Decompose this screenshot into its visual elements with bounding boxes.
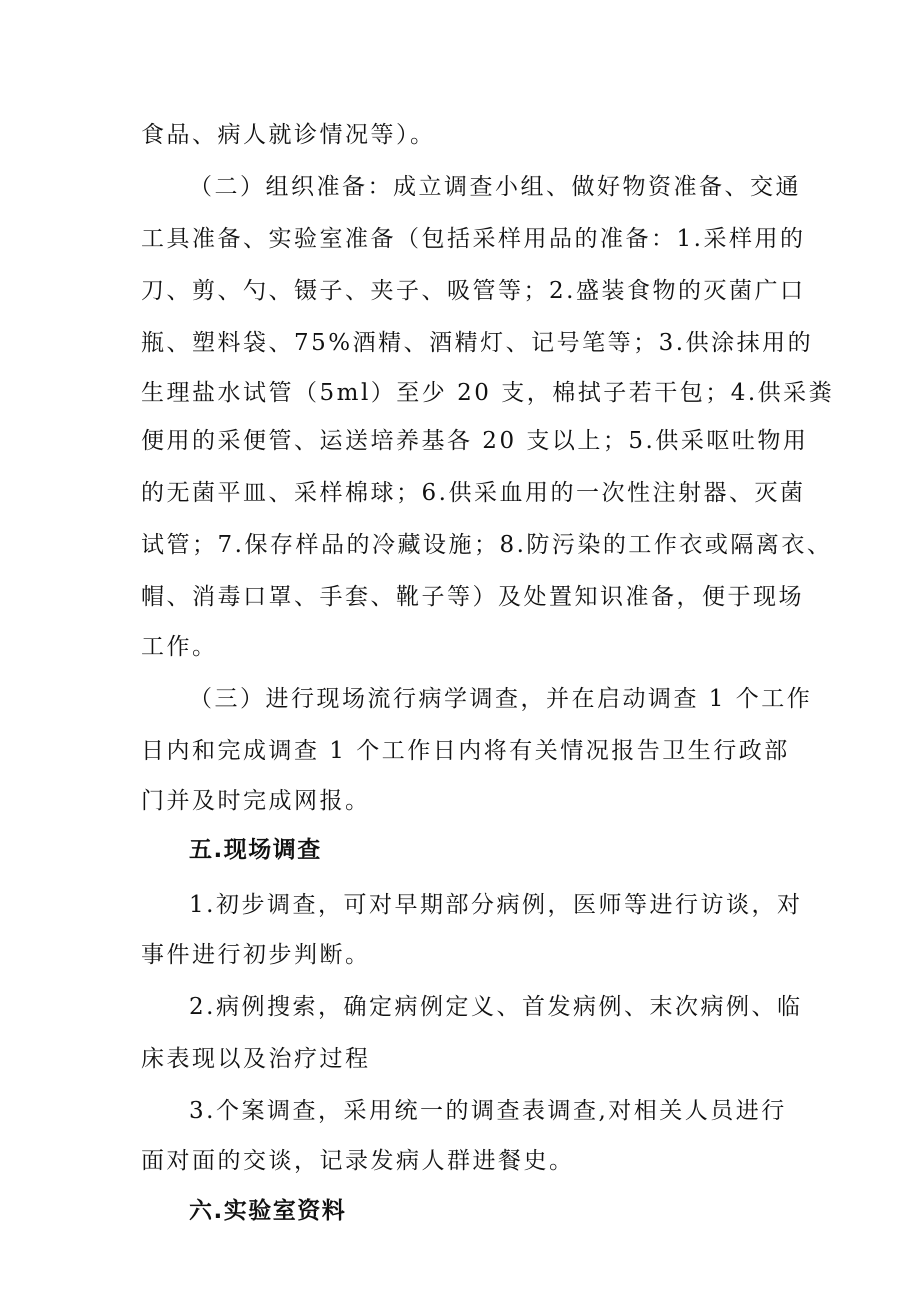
paragraph-line: 刀、剪、勺、镊子、夹子、吸管等；2.盛装食物的灭菌广口 — [141, 278, 806, 304]
paragraph-line: 食品、病人就诊情况等）。 — [141, 122, 436, 148]
paragraph-line: 2.病例搜索，确定病例定义、首发病例、末次病例、临 — [189, 994, 803, 1020]
paragraph-line: 日内和完成调查 1 个工作日内将有关情况报告卫生行政部 — [141, 738, 790, 764]
paragraph-line: 工作。 — [141, 634, 218, 660]
paragraph-line: 床表现以及治疗过程 — [141, 1046, 371, 1072]
paragraph-line: 事件进行初步判断。 — [141, 942, 371, 968]
paragraph-line: 试管；7.保存样品的冷藏设施；8.防污染的工作衣或隔离衣、 — [141, 532, 833, 558]
paragraph-line: 1.初步调查，可对早期部分病例，医师等进行访谈，对 — [189, 892, 803, 918]
section-heading: 六.实验室资料 — [189, 1198, 347, 1224]
paragraph-line: 门并及时完成网报。 — [141, 788, 371, 814]
paragraph-line: （二）组织准备：成立调查小组、做好物资准备、交通 — [189, 174, 801, 200]
paragraph-line: 面对面的交谈，记录发病人群进餐史。 — [141, 1148, 575, 1174]
paragraph-line: （三）进行现场流行病学调查，并在启动调查 1 个工作 — [189, 686, 813, 712]
paragraph-line: 的无菌平皿、采样棉球；6.供采血用的一次性注射器、灭菌 — [141, 480, 806, 506]
paragraph-line: 工具准备、实验室准备（包括采样用品的准备：1.采样用的 — [141, 226, 806, 252]
paragraph-line: 瓶、塑料袋、75%酒精、酒精灯、记号笔等；3.供涂抹用的 — [141, 330, 814, 356]
paragraph-line: 帽、消毒口罩、手套、靴子等）及处置知识准备，便于现场 — [141, 584, 804, 610]
paragraph-line: 生理盐水试管（5ml）至少 20 支，棉拭子若干包；4.供采粪 — [141, 380, 835, 406]
paragraph-line: 3.个案调查，采用统一的调查表调查,对相关人员进行 — [189, 1098, 787, 1124]
section-heading: 五.现场调查 — [189, 837, 322, 863]
paragraph-line: 便用的采便管、运送培养基各 20 支以上；5.供采呕吐物用 — [141, 428, 809, 454]
